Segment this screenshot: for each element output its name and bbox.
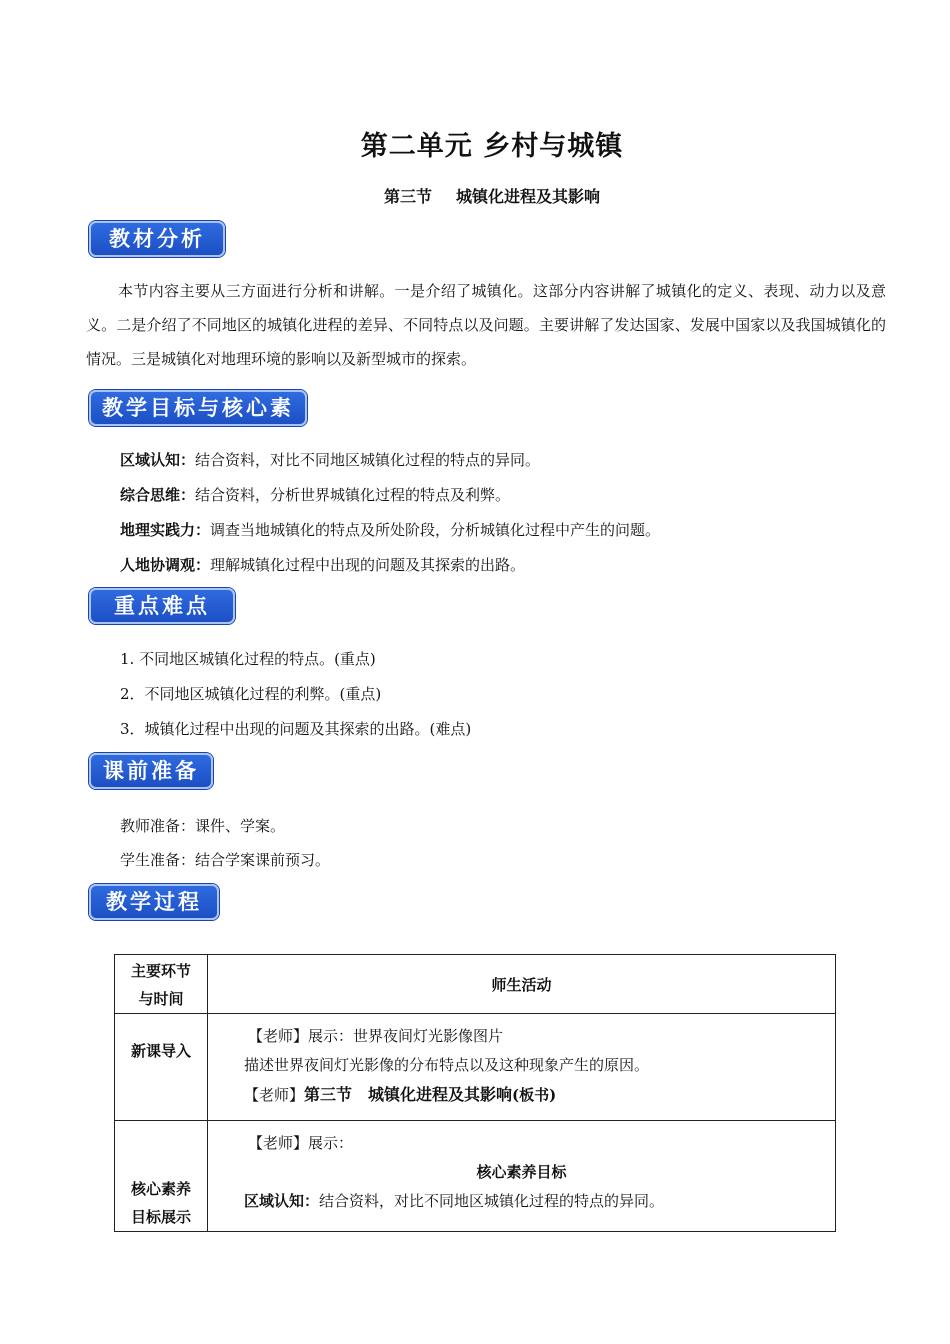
activity-line: 【老师】展示：世界夜间灯光影像图片 [248, 1027, 504, 1045]
process-table [114, 954, 836, 1232]
goal-label: 区域认知： [120, 451, 196, 469]
keypoint-item: 3．城镇化过程中出现的问题及其探索的出路。(难点) [120, 720, 472, 738]
goal-label: 地理实践力： [120, 521, 211, 539]
table-header-row [115, 955, 836, 1014]
analysis-paragraph: 本节内容主要从三方面进行分析和讲解。一是介绍了城镇化。这部分内容讲解了城镇化的定义、表现、动力以及意义。二是介绍了不同地区的城镇化进程的差异、不同特点以及问题。主要讲解了发达国家、发展中国家以及我国城镇化的情况。三是城镇化对地理环境的影响以及新型城市的探索。 [86, 282, 886, 368]
table-row [115, 1121, 836, 1232]
activity-bold: 第三节 城镇化进程及其影响 [304, 1085, 513, 1104]
goal-text: 理解城镇化过程中出现的问题及其探索的出路。 [210, 556, 526, 574]
goal-item [120, 484, 510, 506]
activity-line [244, 1187, 835, 1216]
activity-line: 描述世界夜间灯光影像的分布特点以及这种现象产生的原因。 [244, 1056, 650, 1074]
badge-keypoints: 重点难点 [89, 588, 235, 624]
activity-line: 【老师】展示： [248, 1134, 354, 1152]
activity-heading: 核心素养目标 [476, 1163, 567, 1181]
goal-item [120, 554, 525, 576]
table-row [115, 1014, 836, 1121]
header-stage-line: 主要环节 [130, 962, 191, 980]
activity-label: 区域认知： [244, 1192, 320, 1210]
goal-text: 结合资料，分析世界城镇化过程的特点及利弊。 [195, 486, 511, 504]
header-stage-cell [115, 955, 208, 1014]
goal-text: 结合资料，对比不同地区城镇化过程的特点的异同。 [195, 451, 541, 469]
keypoint-item: 1. 不同地区城镇化过程的特点。(重点) [120, 650, 376, 668]
goal-item [120, 519, 660, 541]
goal-label: 综合思维： [120, 486, 196, 504]
stage-line: 核心素养 [130, 1180, 191, 1198]
activity-suffix: (板书) [512, 1086, 557, 1104]
activity-cell [208, 1014, 836, 1121]
prep-item: 学生准备：结合学案课前预习。 [120, 851, 331, 869]
stage-cell [115, 1121, 208, 1232]
badge-goals: 教学目标与核心素养 [89, 390, 307, 426]
header-activity-cell: 师生活动 [208, 955, 836, 1014]
activity-line [244, 1080, 835, 1110]
section-topic: 城镇化进程及其影响 [456, 187, 601, 206]
goal-label: 人地协调观： [120, 556, 211, 574]
unit-title: 第二单元 乡村与城镇 [360, 131, 624, 162]
activity-cell [208, 1121, 836, 1232]
activity-prefix: 【老师】 [244, 1086, 305, 1104]
keypoint-item: 2．不同地区城镇化过程的利弊。(重点) [120, 685, 382, 703]
section-title [0, 184, 950, 207]
section-number: 第三节 [383, 187, 432, 206]
stage-line: 目标展示 [130, 1208, 191, 1226]
stage-cell: 新课导入 [115, 1014, 208, 1121]
badge-textbook-analysis: 教材分析 [89, 221, 225, 257]
goal-item [120, 449, 540, 471]
badge-process: 教学过程 [89, 884, 219, 920]
goal-text: 调查当地城镇化的特点及所处阶段，分析城镇化过程中产生的问题。 [210, 521, 661, 539]
prep-item: 教师准备：课件、学案。 [120, 817, 286, 835]
header-stage-line: 与时间 [138, 990, 184, 1008]
badge-preparation: 课前准备 [89, 753, 213, 789]
activity-text: 结合资料，对比不同地区城镇化过程的特点的异同。 [319, 1192, 665, 1210]
